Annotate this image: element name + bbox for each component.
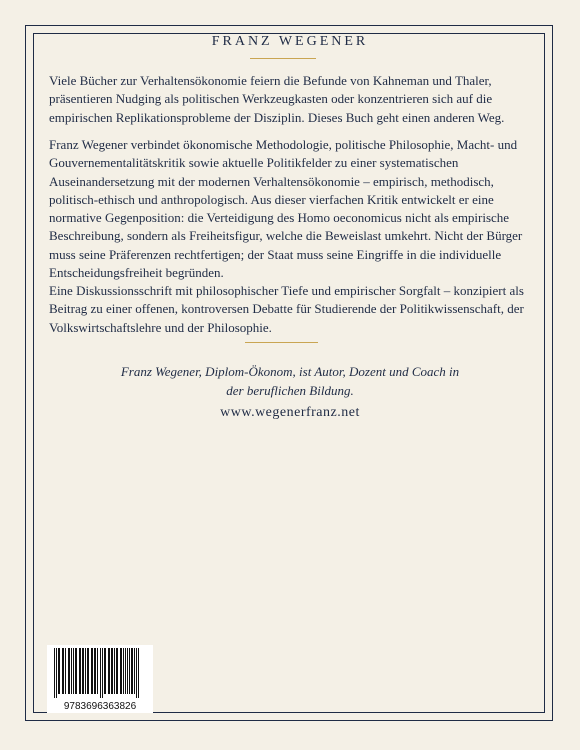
- barcode-bar: [79, 648, 81, 694]
- barcode-bar: [91, 648, 93, 694]
- paragraph-text: Viele Bücher zur Verhaltensökonomie feiern die Befunde von Kahneman und Thaler, präsentieren Nudging als politischen Werkzeugkasten oder konzentrieren sich auf die empirischen Replikationsprobleme der Disziplin. Dieses Buch geht einen anderen Weg.: [49, 73, 505, 125]
- barcode-bar: [54, 648, 55, 698]
- blurb-paragraph-2: [49, 136, 525, 292]
- barcode-bar: [131, 648, 133, 694]
- isbn-barcode: [47, 645, 153, 713]
- blurb-paragraph-1: [49, 72, 525, 137]
- blurb-paragraph-3: [49, 282, 525, 347]
- barcode-bar: [75, 648, 77, 694]
- author-bio-line-2: der beruflichen Bildung.: [226, 383, 354, 398]
- barcode-bar: [127, 648, 128, 694]
- barcode-bar: [129, 648, 130, 694]
- barcode-bar: [120, 648, 122, 694]
- barcode-bar: [94, 648, 96, 694]
- barcode-bar: [108, 648, 110, 694]
- gold-divider-top: [250, 58, 316, 59]
- author-website[interactable]: www.wegenerfranz.net: [220, 405, 360, 420]
- barcode-bar: [85, 648, 86, 694]
- barcode-bar: [100, 648, 101, 698]
- barcode-bar: [125, 648, 126, 694]
- barcode-bar: [116, 648, 118, 694]
- barcode-bar: [82, 648, 84, 694]
- barcode-bar: [62, 648, 64, 694]
- barcode-bar: [73, 648, 74, 694]
- barcode-bar: [71, 648, 72, 694]
- author-bio-line-1: Franz Wegener, Diplom-Ökonom, ist Autor, Dozent und Coach in: [120, 364, 460, 379]
- paragraph-text: Eine Diskussionsschrift mit philosophischer Tiefe und empirischer Sorgfalt – konzipiert als Beitrag zu einer offenen, kontroversen Debatte für Studierende der Politikwissenschaft, der Volkswirtschaftslehre und der Philosophie.: [49, 283, 524, 335]
- barcode-bar: [134, 648, 135, 694]
- barcode-bar: [97, 648, 98, 694]
- barcode-bar: [123, 648, 124, 694]
- barcode-bar: [68, 648, 70, 694]
- gold-divider-middle: [245, 342, 318, 343]
- isbn-number: 9783696363826: [63, 701, 137, 712]
- barcode-bar: [56, 648, 57, 698]
- barcode-bar: [102, 648, 103, 698]
- barcode-bar: [87, 648, 89, 694]
- author-name: FRANZ WEGENER: [211, 34, 369, 49]
- barcode-bars: [53, 648, 147, 698]
- barcode-bar: [111, 648, 113, 694]
- barcode-bar: [65, 648, 66, 694]
- barcode-bar: [138, 648, 139, 698]
- paragraph-text: Franz Wegener verbindet ökonomische Methodologie, politische Philosophie, Macht- und Gouvernementalitätskritik sowie aktuelle Politikfelder zu einer systematischen Auseinandersetzung mit der modernen Verhaltensökonomie – empirisch, methodisch, politisch-ethisch und anthropologisch. Aus dieser vierfachen Kritik entwickelt er eine normative Gegenposition: die Verteidigung des Homo oeconomicus nicht als empirische Beschreibung, sondern als Freiheitsfigur, welche die Beweislast umkehrt. Nicht der Bürger muss seine Präferenzen rechtfertigen; der Staat muss seine Eingriffe in die individuelle Entscheidungsfreiheit begründen.: [49, 137, 523, 281]
- barcode-bar: [114, 648, 115, 694]
- author-bio: [0, 362, 580, 400]
- barcode-bar: [104, 648, 106, 694]
- barcode-bar: [136, 648, 137, 698]
- barcode-bar: [58, 648, 60, 694]
